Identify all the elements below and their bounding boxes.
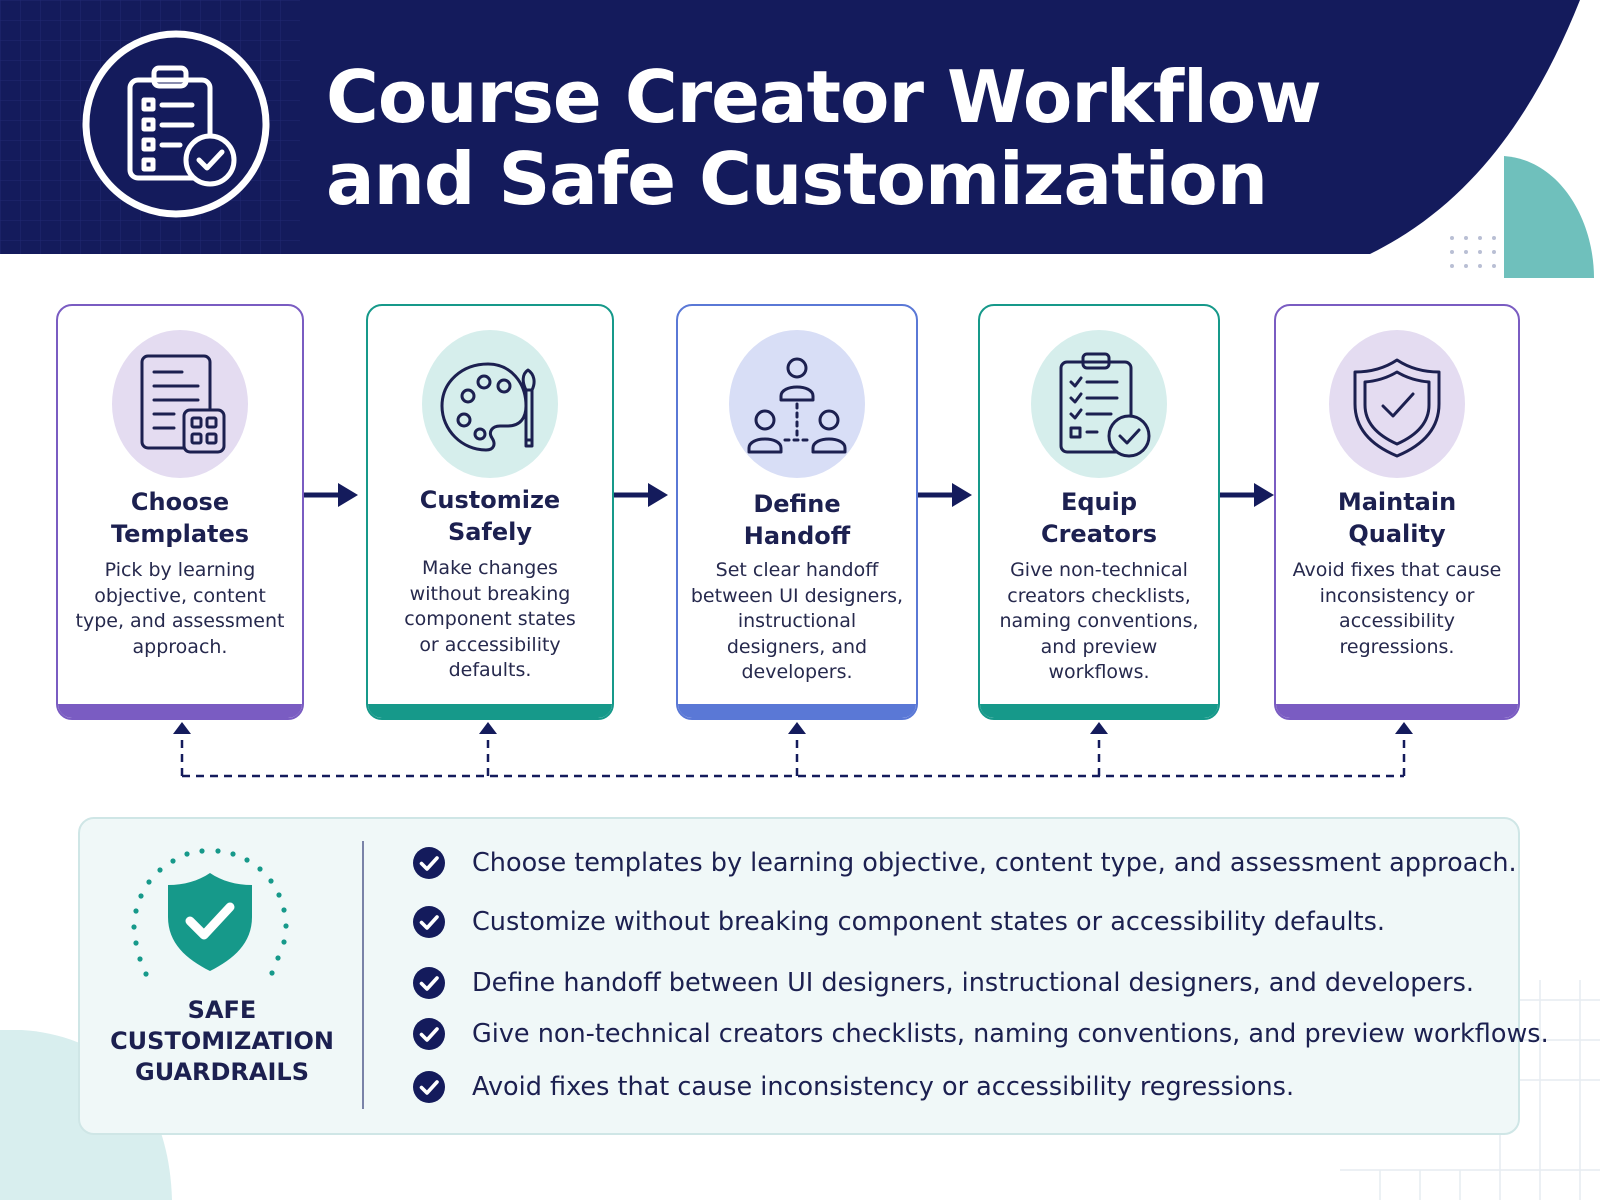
guardrails-title [94,995,350,1088]
step-title [1284,486,1510,550]
step-description-line: regressions. [1339,635,1455,658]
step-title-line: Customize [419,486,561,514]
step-description-line: type, and assessment [75,610,285,632]
step-title-line: Maintain [1337,488,1457,516]
step-description-line: between UI designers, [690,584,904,607]
step-description [72,558,288,660]
step-title-line: Choose [130,488,230,516]
step-description [684,558,910,686]
feedback-loop-connector [0,718,1600,784]
check-circle-icon [412,1017,446,1051]
template-document-icon [112,330,248,478]
step-description-line: and preview [1040,635,1158,658]
check-circle-icon [412,905,446,939]
step-title-line: Equip [1060,488,1138,516]
page-title [326,56,1426,220]
guardrail-item [412,843,1517,883]
step-description-line: component states [404,608,576,630]
flow-arrow [1218,478,1278,512]
flow-arrow [916,478,976,512]
guardrails-title-line: SAFE [187,996,257,1024]
step-description-line: objective, content [94,584,266,607]
step-description-line: defaults. [448,659,532,681]
step-description-line: creators checklists, [1007,584,1191,607]
shield-check-icon [126,843,300,991]
guardrail-item-text: Avoid fixes that cause inconsistency or accessibility regressions. [472,1072,1295,1102]
guardrail-item-text: Choose templates by learning objective, content type, and assessment approach. [472,848,1517,878]
step-color-bar [368,704,612,718]
checklist-icon [1031,330,1167,478]
guardrail-item-text: Define handoff between UI designers, instructional designers, and developers. [472,968,1474,998]
step-description-line: or accessibility [419,633,561,656]
check-circle-icon [412,966,446,1000]
step-description-line: approach. [132,635,228,658]
step-title-line: Handoff [743,522,851,550]
header-banner [0,0,1600,280]
step-description-line: workflows. [1048,661,1150,683]
step-color-bar [678,704,916,718]
step-description-line: designers, and [726,635,868,658]
step-description [1282,558,1512,660]
step-description-line: accessibility [1339,610,1455,632]
palette-brush-icon [422,330,558,478]
step-title [376,484,604,548]
step-icon-circle [1329,330,1465,478]
team-handoff-icon [729,330,865,478]
guardrail-item [412,902,1385,942]
step-title [686,488,908,552]
flow-arrow [302,478,362,512]
guardrails-panel [78,817,1549,1135]
guardrail-item [412,963,1474,1003]
page-title-line-1: Course Creator Workflow [326,55,1321,139]
check-circle-icon [412,846,446,880]
step-icon-circle [1031,330,1167,478]
guardrail-item-text: Customize without breaking component states or accessibility defaults. [472,907,1385,937]
step-color-bar [58,704,302,718]
page-title-line-2: and Safe Customization [326,137,1267,221]
step-icon-circle [112,330,248,478]
step-description-line: without breaking [409,582,571,605]
step-icon-circle [422,330,558,478]
step-description-line: Give non-technical [1010,559,1188,581]
guardrail-item [412,1014,1549,1054]
step-title [66,486,294,550]
step-icon-circle [729,330,865,478]
step-card-define-handoff [676,304,918,720]
step-card-customize-safely [366,304,614,720]
step-description [382,556,598,684]
step-description-line: Make changes [422,557,558,579]
flow-arrow [612,478,672,512]
step-card-maintain-quality [1274,304,1520,720]
guardrail-item [412,1067,1294,1107]
clipboard-check-icon [80,28,272,220]
step-description-line: naming conventions, [999,610,1199,632]
step-title-line: Templates [110,520,250,548]
step-description-line: developers. [741,661,853,683]
step-card-equip-creators [978,304,1220,720]
step-title-line: Quality [1348,520,1446,548]
step-title [988,486,1210,550]
guardrails-title-line: GUARDRAILS [135,1058,309,1086]
check-circle-icon [412,1070,446,1104]
guardrails-title-line: CUSTOMIZATION [110,1027,334,1055]
step-description-line: Pick by learning [104,559,256,581]
step-color-bar [980,704,1218,718]
step-title-line: Define [753,490,841,518]
step-description [986,558,1212,686]
shield-check-icon [1329,330,1465,478]
step-card-choose-templates [56,304,304,720]
step-description-line: Avoid fixes that cause [1292,559,1502,581]
step-title-line: Safely [447,518,533,546]
step-title-line: Creators [1040,520,1157,548]
step-description-line: inconsistency or [1319,584,1475,607]
panel-divider [362,841,364,1109]
step-description-line: instructional [737,610,857,632]
guardrail-item-text: Give non-technical creators checklists, naming conventions, and preview workflows. [472,1019,1549,1049]
step-color-bar [1276,704,1518,718]
step-description-line: Set clear handoff [715,559,879,581]
